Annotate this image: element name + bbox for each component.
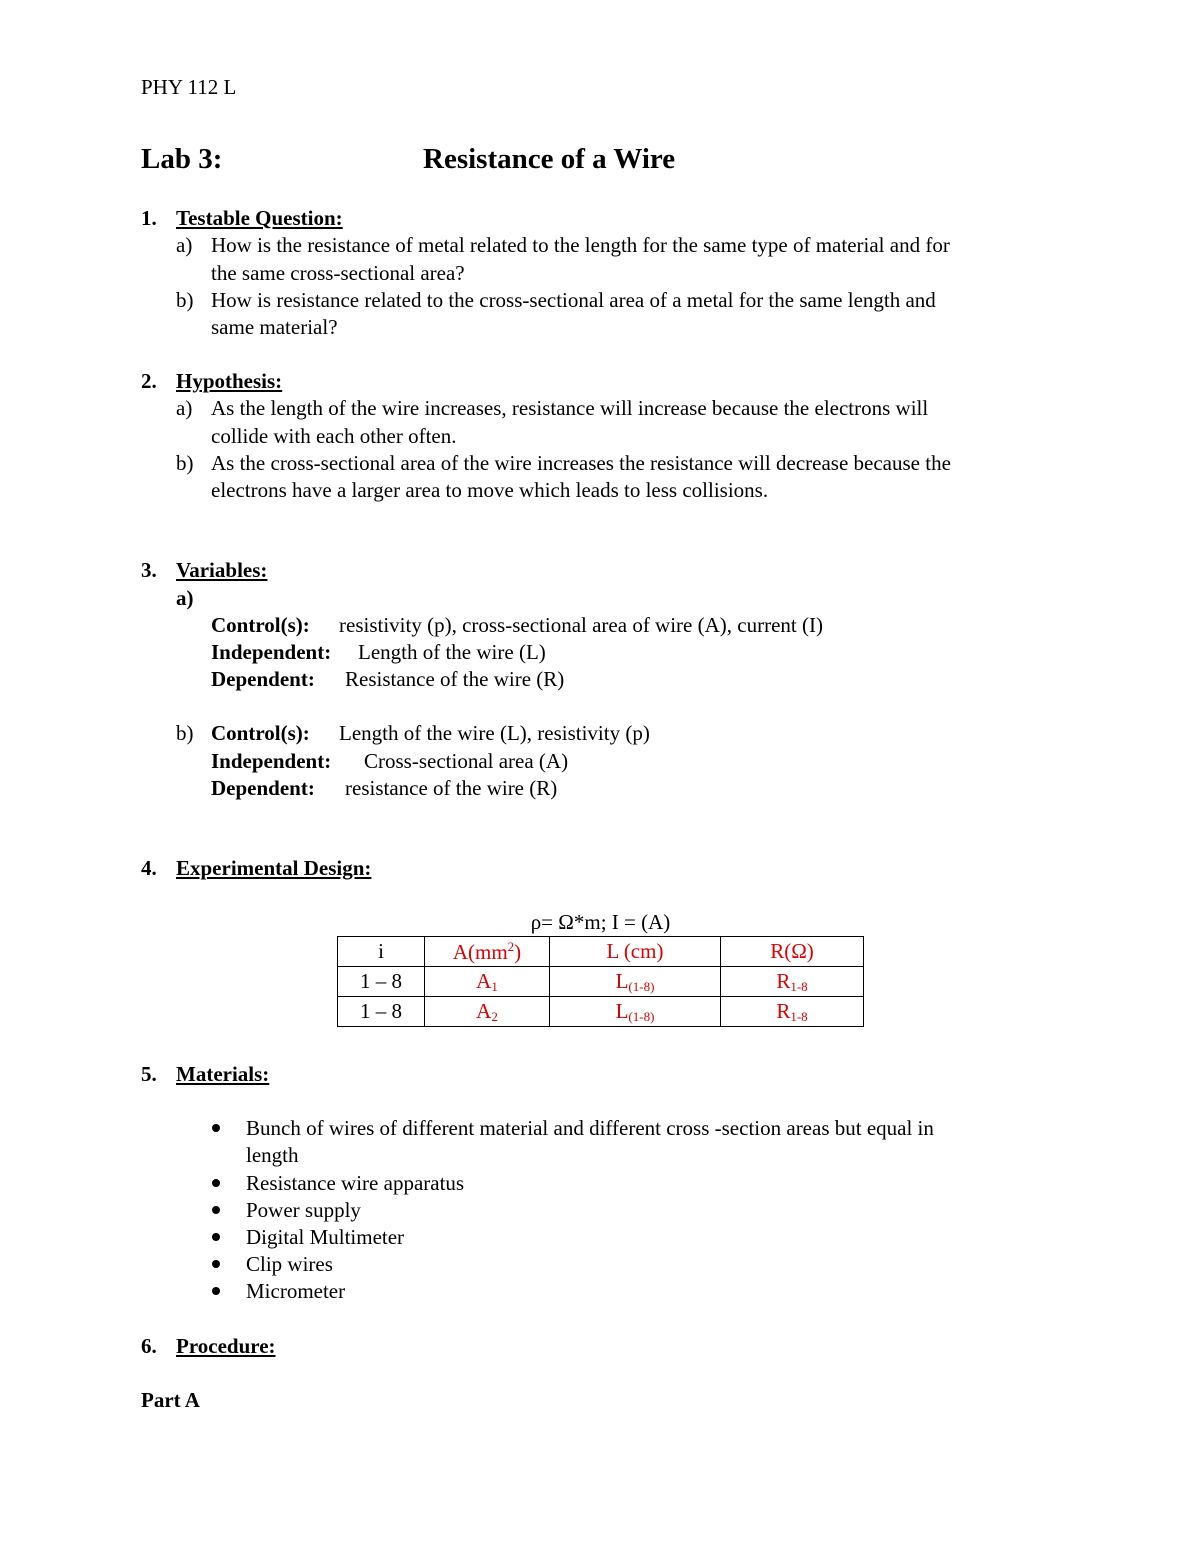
- cell-area: $A_1$: [425, 967, 550, 997]
- dependent-value: resistance of the wire (R): [345, 776, 558, 800]
- dependent-label: Dependent:: [211, 776, 315, 800]
- design-table: [337, 936, 864, 1027]
- list-marker: a): [176, 233, 193, 257]
- part-heading: Part A: [141, 1388, 200, 1412]
- hypothesis-b-line1: As the cross-sectional area of the wire increases the resistance will decrease because the: [211, 451, 951, 475]
- list-item: Power supply: [246, 1198, 361, 1222]
- header-length: L (cm): [550, 937, 721, 967]
- header-i: i: [338, 937, 425, 967]
- list-marker: a): [176, 586, 194, 610]
- header-resistance: R(Ω): [721, 937, 864, 967]
- list-marker: a): [176, 396, 193, 420]
- list-item: Digital Multimeter: [246, 1225, 405, 1249]
- section-number: 6.: [141, 1334, 157, 1358]
- list-item: Bunch of wires of different material and different cross -section areas but equal in: [246, 1116, 934, 1140]
- list-item: Micrometer: [246, 1279, 346, 1303]
- control-label: Control(s):: [211, 721, 310, 745]
- list-marker: b): [176, 721, 194, 745]
- bullet-icon: [212, 1287, 220, 1295]
- cell-i: 1 – 8: [338, 997, 425, 1027]
- control-value: Length of the wire (L), resistivity (p): [339, 721, 650, 745]
- section-number: 2.: [141, 369, 157, 393]
- section-heading: Hypothesis:: [176, 369, 283, 393]
- question-a-line1: How is the resistance of metal related to the length for the same type of material and for: [211, 233, 950, 257]
- cell-length: $L_{(1-8)}$: [550, 997, 721, 1027]
- cell-resistance: $R_{1-8}$: [721, 997, 864, 1027]
- question-b-line1: How is resistance related to the cross-sectional area of a metal for the same length and: [211, 288, 936, 312]
- hypothesis-a-line2: collide with each other often.: [211, 424, 457, 448]
- dependent-value: Resistance of the wire (R): [345, 667, 565, 691]
- independent-label: Independent:: [211, 749, 332, 773]
- table-caption: ρ= Ω*m; I = (A): [530, 910, 671, 934]
- header-area: $A(mm^2)$: [425, 937, 550, 967]
- hypothesis-a-line1: As the length of the wire increases, resistance will increase because the electrons will: [211, 396, 929, 420]
- cell-area: $A_2$: [425, 997, 550, 1027]
- hypothesis-b-line2: electrons have a larger area to move which leads to less collisions.: [211, 478, 769, 502]
- independent-value: Cross-sectional area (A): [364, 749, 569, 773]
- bullet-icon: [212, 1260, 220, 1268]
- bullet-icon: [212, 1206, 220, 1214]
- question-b-line2: same material?: [211, 315, 338, 339]
- independent-value: Length of the wire (L): [358, 640, 546, 664]
- table-row: [338, 997, 864, 1027]
- section-heading: Materials:: [176, 1062, 270, 1086]
- question-a-line2: the same cross-sectional area?: [211, 261, 465, 285]
- bullet-icon: [212, 1233, 220, 1241]
- list-marker: b): [176, 288, 194, 312]
- section-heading: Procedure:: [176, 1334, 276, 1358]
- table-row: [338, 967, 864, 997]
- dependent-label: Dependent:: [211, 667, 315, 691]
- list-item: Clip wires: [246, 1252, 333, 1276]
- section-heading: Experimental Design:: [176, 856, 372, 880]
- course-code: PHY 112 L: [141, 75, 237, 99]
- list-item: Resistance wire apparatus: [246, 1171, 465, 1195]
- cell-resistance: $R_{1-8}$: [721, 967, 864, 997]
- section-number: 3.: [141, 558, 157, 582]
- bullet-icon: [212, 1179, 220, 1187]
- bullet-icon: [212, 1124, 220, 1132]
- section-number: 4.: [141, 856, 157, 880]
- control-value: resistivity (p), cross-sectional area of wire (A), current (I): [339, 613, 823, 637]
- control-label: Control(s):: [211, 613, 310, 637]
- section-number: 5.: [141, 1062, 157, 1086]
- table-header-row: [338, 937, 864, 967]
- lab-number: Lab 3:: [141, 143, 223, 175]
- section-heading: Testable Question:: [176, 206, 343, 230]
- section-number: 1.: [141, 206, 157, 230]
- cell-i: 1 – 8: [338, 967, 425, 997]
- list-marker: b): [176, 451, 194, 475]
- independent-label: Independent:: [211, 640, 332, 664]
- page-title: Resistance of a Wire: [423, 143, 676, 175]
- section-heading: Variables:: [176, 558, 268, 582]
- list-item-continuation: length: [246, 1143, 299, 1167]
- cell-length: $L_{(1-8)}$: [550, 967, 721, 997]
